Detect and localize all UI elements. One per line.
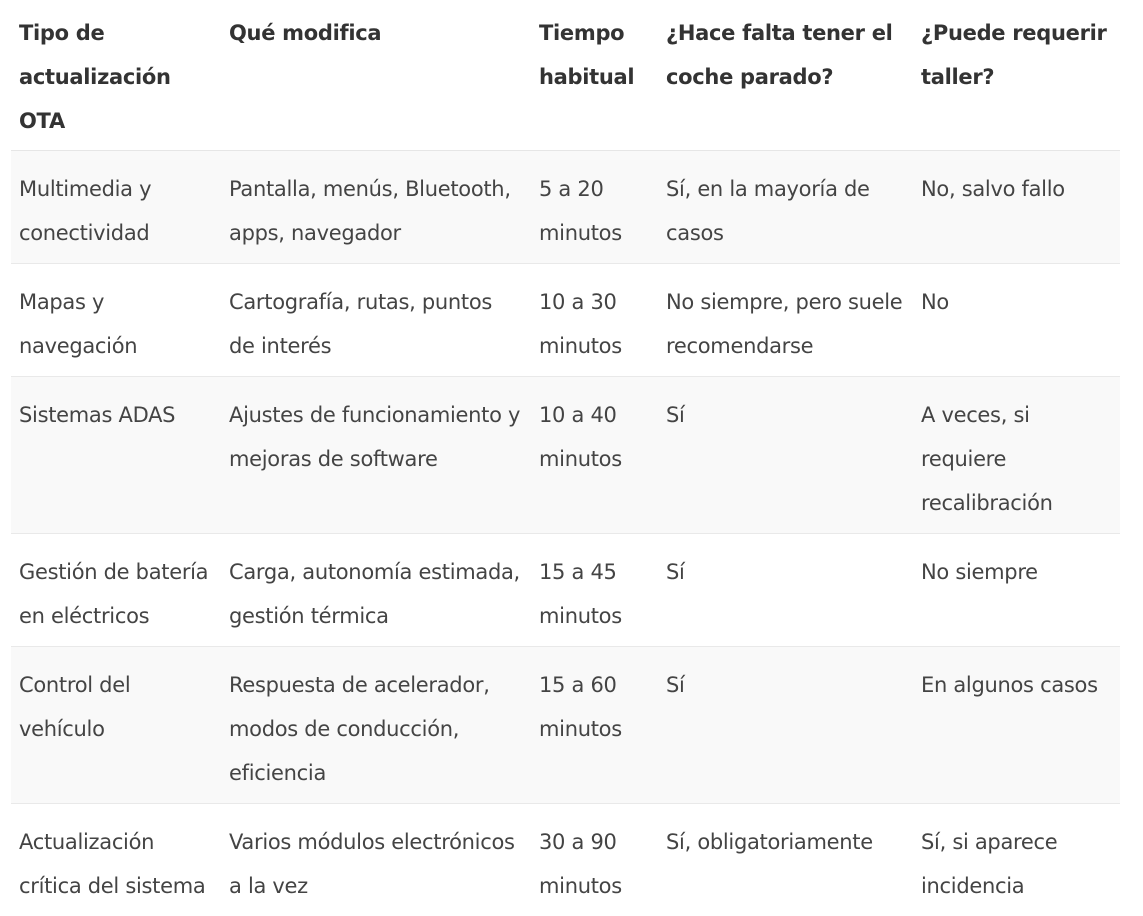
- table-row: [11, 804, 1120, 916]
- table-row: [11, 377, 1120, 534]
- table-body: [11, 151, 1120, 916]
- cell-tiempo: 10 a 40 minutos: [531, 377, 658, 534]
- cell-coche-parado: Sí: [658, 534, 913, 647]
- table-row: [11, 264, 1120, 377]
- header-coche-parado: ¿Hace falta tener el coche parado?: [658, 0, 913, 151]
- ota-update-table: [11, 0, 1120, 916]
- cell-tipo: Sistemas ADAS: [11, 377, 221, 534]
- table-row: [11, 534, 1120, 647]
- cell-taller: No: [913, 264, 1120, 377]
- cell-que-modifica: Cartografía, rutas, puntos de interés: [221, 264, 531, 377]
- cell-tipo: Gestión de batería en eléctricos: [11, 534, 221, 647]
- cell-coche-parado: No siempre, pero suele recomendarse: [658, 264, 913, 377]
- cell-coche-parado: Sí, obligatoriamente: [658, 804, 913, 916]
- header-tipo: Tipo de actualización OTA: [11, 0, 221, 151]
- cell-tipo: Actualización crítica del sistema: [11, 804, 221, 916]
- cell-taller: En algunos casos: [913, 647, 1120, 804]
- cell-taller: No siempre: [913, 534, 1120, 647]
- cell-que-modifica: Respuesta de acelerador, modos de conducción, eficiencia: [221, 647, 531, 804]
- cell-tipo: Control del vehículo: [11, 647, 221, 804]
- cell-tiempo: 30 a 90 minutos: [531, 804, 658, 916]
- cell-taller: A veces, si requiere recalibración: [913, 377, 1120, 534]
- cell-coche-parado: Sí, en la mayoría de casos: [658, 151, 913, 264]
- cell-taller: Sí, si aparece incidencia: [913, 804, 1120, 916]
- cell-tiempo: 5 a 20 minutos: [531, 151, 658, 264]
- table-header: [11, 0, 1120, 151]
- cell-que-modifica: Carga, autonomía estimada, gestión térmica: [221, 534, 531, 647]
- table-row: [11, 647, 1120, 804]
- cell-tipo: Mapas y navegación: [11, 264, 221, 377]
- cell-que-modifica: Ajustes de funcionamiento y mejoras de software: [221, 377, 531, 534]
- cell-que-modifica: Pantalla, menús, Bluetooth, apps, navegador: [221, 151, 531, 264]
- header-taller: ¿Puede requerir taller?: [913, 0, 1120, 151]
- cell-coche-parado: Sí: [658, 647, 913, 804]
- cell-que-modifica: Varios módulos electrónicos a la vez: [221, 804, 531, 916]
- cell-taller: No, salvo fallo: [913, 151, 1120, 264]
- ota-table-container: [11, 0, 1120, 916]
- header-que-modifica: Qué modifica: [221, 0, 531, 151]
- cell-tipo: Multimedia y conectividad: [11, 151, 221, 264]
- cell-tiempo: 15 a 45 minutos: [531, 534, 658, 647]
- header-tiempo: Tiempo habitual: [531, 0, 658, 151]
- cell-tiempo: 15 a 60 minutos: [531, 647, 658, 804]
- header-row: [11, 0, 1120, 151]
- table-row: [11, 151, 1120, 264]
- cell-coche-parado: Sí: [658, 377, 913, 534]
- cell-tiempo: 10 a 30 minutos: [531, 264, 658, 377]
